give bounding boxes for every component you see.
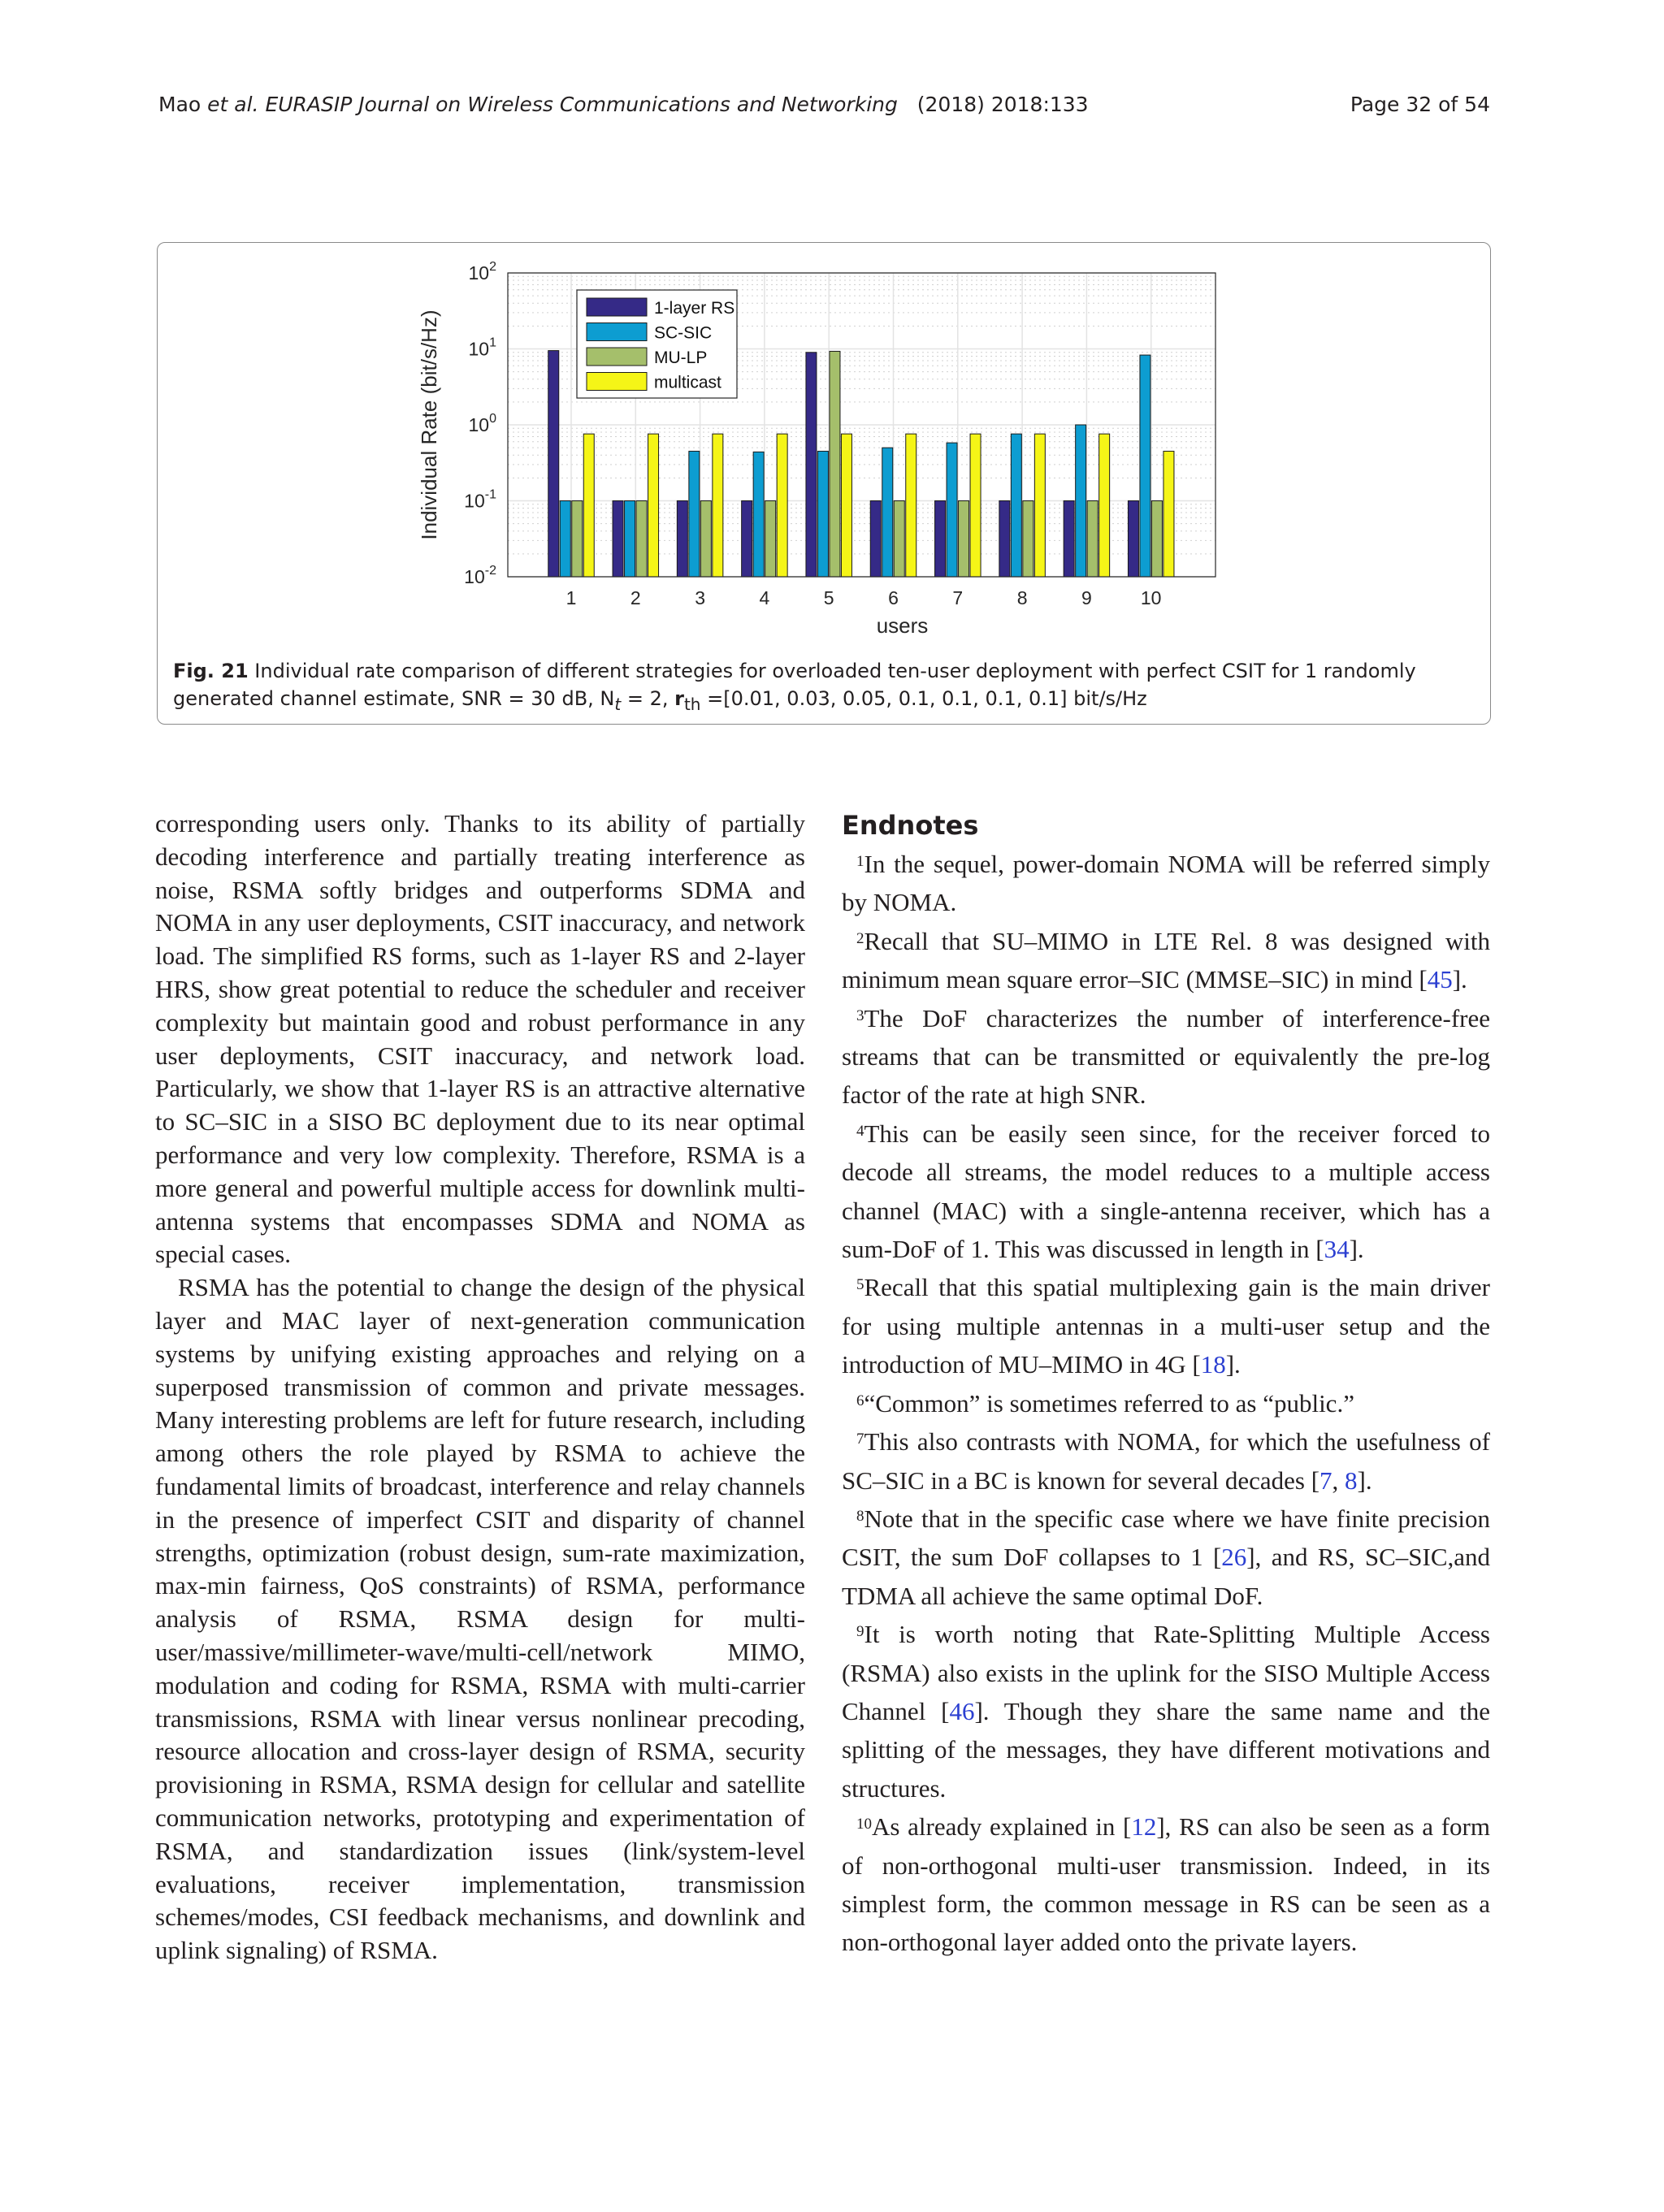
caption-text: Individual rate comparison of different strategies for overloaded ten-user deployment with perfect CSIT for 1 randomly generated channel estimate, SNR = 30 dB, N (173, 660, 1416, 710)
citation-link[interactable]: 46 (949, 1696, 975, 1725)
bar-mu-lp-user-2 (636, 501, 647, 578)
legend-swatch (587, 348, 647, 366)
header-authors: Mao (158, 93, 208, 116)
bar-multicast-user-3 (713, 434, 723, 577)
endnote-text: The DoF characterizes the number of interference-free streams that can be transmitted or equivalently the pre-log factor of the rate at high SNR. (842, 1003, 1490, 1110)
bar-multicast-user-6 (906, 434, 916, 577)
x-tick-label: 8 (1016, 587, 1028, 608)
endnote-number: 8 (856, 1507, 864, 1525)
endnote-text: As already explained in [ (872, 1812, 1132, 1842)
y-axis-label: Individual Rate (bit/s/Hz) (417, 310, 441, 540)
bar-multicast-user-5 (841, 434, 852, 577)
bar-sc-sic-user-3 (689, 451, 700, 577)
bar-sc-sic-user-8 (1011, 434, 1021, 577)
endnote-8 (842, 1500, 1490, 1615)
bar-1-layer-rs-user-3 (677, 501, 687, 578)
y-tick-label: $10^{-1}$ (464, 487, 496, 512)
x-tick-label: 7 (952, 587, 964, 608)
endnote-text: Recall that SU–MIMO in LTE Rel. 8 was designed with minimum mean square error–SIC (MMSE–SIC) in mind [ (842, 926, 1490, 994)
endnote-number: 1 (856, 853, 864, 870)
endnote-text: ], RS can also be seen as a form of non-orthogonal multi-user transmission. Indeed, in its simplest form, the common message in RS can be seen as a non-orthogonal layer added onto the private layers. (842, 1812, 1490, 1957)
bar-sc-sic-user-1 (560, 501, 570, 578)
bar-sc-sic-user-7 (947, 443, 957, 577)
endnote-10 (842, 1807, 1490, 1962)
figure-caption (173, 657, 1473, 718)
y-tick-label: $10^2$ (468, 260, 496, 284)
endnote-3 (842, 999, 1490, 1115)
endnote-text: Note that in the specific case where we have finite precision CSIT, the sum DoF collapses to 1 [ (842, 1504, 1490, 1572)
endnote-number: 7 (856, 1431, 864, 1448)
endnote-number: 2 (856, 929, 864, 947)
body-paragraph: corresponding users only. Thanks to its ability of partially decoding interference and partially treating interference as noise, RSMA softly bridges and outperforms SDMA and NOMA in any user deployments, CSIT inaccuracy, and network load. The simplified RS forms, such as 1-layer RS and 2-layer HRS, show great potential to reduce the scheduler and receiver complexity but maintain good and robust performance in any user deployments, CSIT inaccuracy, and network load. Particularly, we show that 1-layer RS is an attractive alternative to SC–SIC in a SISO BC deployment due to its near optimal performance and very low complexity. Therefore, RSMA is a more general and powerful multiple access for downlink multi-antenna systems that encompasses SDMA and NOMA as special cases. (155, 809, 805, 1269)
endnote-text: ]. Though they share the same name and the splitting of the messages, they have different motivations and structures. (842, 1696, 1490, 1803)
x-tick-label: 1 (566, 587, 577, 608)
x-tick-label: 10 (1140, 587, 1162, 608)
endnote-text: This can be easily seen since, for the receiver forced to decode all streams, the model reduces to a multiple access channel (MAC) with a single-antenna receiver, which has a sum-DoF of 1. This was discussed in length in [ (842, 1119, 1490, 1264)
legend-label: multicast (654, 373, 722, 392)
caption-sub: th (683, 694, 701, 714)
legend-label: SC-SIC (654, 323, 713, 343)
bar-1-layer-rs-user-5 (806, 353, 817, 577)
bar-multicast-user-10 (1164, 451, 1174, 577)
endnote-number: 5 (856, 1276, 864, 1294)
bar-multicast-user-8 (1034, 434, 1045, 577)
bar-mu-lp-user-1 (572, 501, 583, 578)
page-number: Page 32 of 54 (1350, 93, 1490, 116)
bar-1-layer-rs-user-7 (935, 501, 946, 578)
bar-mu-lp-user-7 (959, 501, 969, 578)
bar-1-layer-rs-user-1 (548, 351, 559, 577)
x-tick-label: 9 (1081, 587, 1092, 608)
bar-sc-sic-user-2 (625, 501, 635, 578)
y-tick-label: $10^0$ (468, 412, 496, 435)
endnotes-list (842, 845, 1490, 1962)
x-tick-label: 6 (888, 587, 899, 608)
bar-1-layer-rs-user-10 (1128, 501, 1138, 578)
legend-label: 1-layer RS (654, 299, 735, 318)
endnote-text: Recall that this spatial multiplexing gain is the main driver for using multiple antennas in a multi-user setup and the introduction of MU–MIMO in 4G [ (842, 1273, 1490, 1379)
endnote-number: 4 (856, 1122, 864, 1140)
endnote-text: ]. (1452, 965, 1467, 994)
citation-link[interactable]: 18 (1200, 1350, 1226, 1379)
endnote-text: It is worth noting that Rate-Splitting Multiple Access (RSMA) also exists in the uplink for the SISO Multiple Access Channel [ (842, 1620, 1490, 1725)
bar-1-layer-rs-user-2 (613, 501, 623, 578)
bar-mu-lp-user-4 (765, 501, 776, 578)
citation-link[interactable]: 34 (1324, 1235, 1350, 1264)
endnote-2 (842, 922, 1490, 999)
x-tick-label: 2 (630, 587, 641, 608)
endnote-number: 9 (856, 1623, 864, 1641)
citation-link[interactable]: 26 (1221, 1543, 1247, 1572)
endnote-4 (842, 1115, 1490, 1269)
endnote-text: “Common” is sometimes referred to as “public.” (864, 1388, 1354, 1418)
bar-mu-lp-user-9 (1087, 501, 1098, 578)
bar-1-layer-rs-user-9 (1064, 501, 1074, 578)
endnote-text: ]. (1225, 1350, 1241, 1379)
bar-sc-sic-user-9 (1076, 425, 1086, 577)
endnote-7 (842, 1422, 1490, 1500)
bar-sc-sic-user-10 (1140, 355, 1150, 577)
bar-multicast-user-1 (583, 434, 594, 577)
endnote-text: ], and RS, SC–SIC,and TDMA all achieve the same optimal DoF. (842, 1543, 1491, 1610)
legend-label: MU-LP (654, 348, 708, 367)
legend-swatch (587, 323, 647, 341)
bar-chart (158, 243, 1490, 649)
endnote-5 (842, 1268, 1490, 1383)
endnote-9 (842, 1615, 1490, 1807)
header-year: (2018) 2018:133 (916, 93, 1089, 116)
endnotes-section (842, 809, 1490, 1962)
left-column (155, 807, 805, 1967)
endnote-number: 10 (856, 1816, 872, 1833)
bar-mu-lp-user-6 (894, 501, 904, 578)
caption-text: = 2, (621, 687, 675, 710)
header-etal: et al. (207, 93, 259, 116)
body-paragraph: RSMA has the potential to change the design of the physical layer and MAC layer of next-generation communication systems by unifying existing approaches and relying on a superposed transmission of common and private messages. Many interesting problems are left for future research, including among others the role played by RSMA to achieve the fundamental limits of broadcast, interference and relay channels in the presence of imperfect CSIT and disparity of channel strengths, optimization (robust design, sum-rate maximization, max-min fairness, QoS constraints) of RSMA, performance analysis of RSMA, RSMA design for multi-user/massive/millimeter-wave/multi-cell/network MIMO, modulation and coding for RSMA, RSMA with multi-carrier transmissions, RSMA with linear versus nonlinear precoding, resource allocation and cross-layer design of RSMA, security provisioning in RSMA, RSMA design for cellular and satellite communication networks, prototyping and experimentation of RSMA, and standardization issues (link/system-level evaluations, receiver implementation, transmission schemes/modes, CSI feedback mechanisms, and downlink and uplink signaling) of RSMA. (155, 1273, 805, 1965)
legend-swatch (587, 373, 647, 391)
running-header (158, 93, 1089, 116)
x-tick-label: 4 (759, 587, 770, 608)
bar-1-layer-rs-user-8 (999, 501, 1010, 578)
bar-multicast-user-4 (777, 434, 787, 577)
endnote-text: This also contrasts with NOMA, for which the usefulness of SC–SIC in a BC is known for several decades [ (842, 1427, 1490, 1495)
citation-link[interactable]: 12 (1131, 1812, 1157, 1842)
y-tick-label: $10^{-2}$ (464, 564, 496, 587)
endnote-number: 6 (856, 1392, 864, 1409)
caption-symbol: r (674, 687, 684, 710)
bar-multicast-user-7 (970, 434, 981, 577)
bar-mu-lp-user-8 (1023, 501, 1034, 578)
x-tick-label: 3 (695, 587, 705, 608)
endnote-text: In the sequel, power-domain NOMA will be referred simply by NOMA. (842, 850, 1490, 917)
citation-link[interactable]: 45 (1427, 965, 1453, 994)
legend-swatch (587, 298, 647, 316)
bar-mu-lp-user-5 (830, 351, 840, 577)
endnote-number: 3 (856, 1006, 864, 1024)
x-tick-label: 5 (823, 587, 834, 608)
x-axis-label: users (876, 613, 929, 638)
bar-1-layer-rs-user-6 (870, 501, 881, 578)
caption-sub: t (614, 694, 622, 714)
caption-text: =[0.01, 0.03, 0.05, 0.1, 0.1, 0.1, 0.1] bit/s/Hz (700, 687, 1147, 710)
bar-sc-sic-user-6 (882, 448, 893, 577)
bar-multicast-user-2 (648, 434, 659, 577)
bar-1-layer-rs-user-4 (742, 501, 752, 578)
endnote-text: ]. (1357, 1465, 1372, 1495)
citation-link[interactable]: 7 (1320, 1465, 1332, 1495)
bar-mu-lp-user-3 (700, 501, 711, 578)
bar-multicast-user-9 (1099, 434, 1110, 577)
figure-21 (157, 242, 1491, 725)
bar-sc-sic-user-4 (753, 452, 764, 577)
endnote-text: ]. (1349, 1235, 1364, 1264)
caption-label: Fig. 21 (173, 660, 249, 682)
y-tick-label: $10^1$ (468, 335, 496, 360)
endnote-6 (842, 1384, 1490, 1422)
endnote-1 (842, 845, 1490, 922)
citation-link[interactable]: 8 (1345, 1465, 1358, 1495)
bar-sc-sic-user-5 (817, 451, 828, 577)
endnote-text: , (1332, 1465, 1346, 1495)
endnotes-heading: Endnotes (842, 810, 979, 841)
bar-mu-lp-user-10 (1151, 501, 1162, 578)
header-journal: EURASIP Journal on Wireless Communications and Networking (265, 93, 898, 116)
